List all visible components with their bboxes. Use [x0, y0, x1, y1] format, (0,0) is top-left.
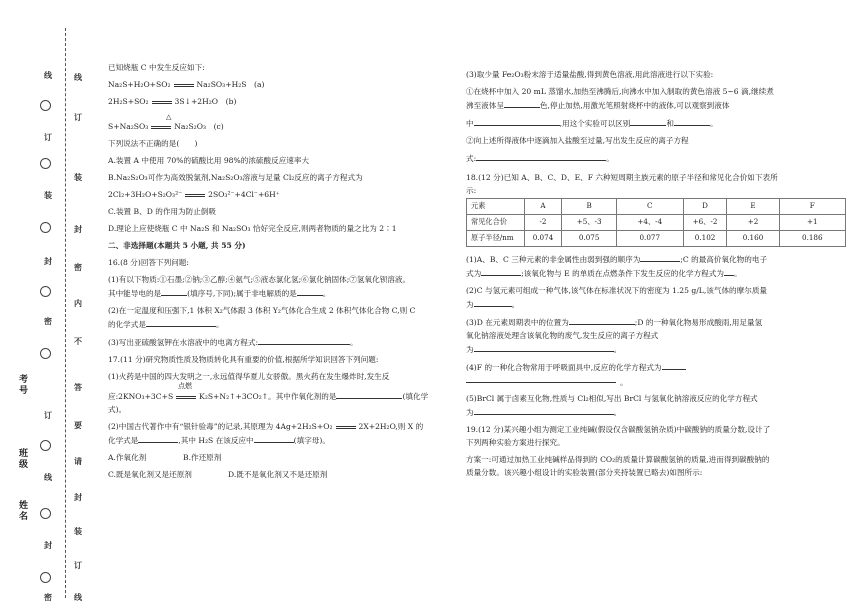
- binding-hole-icon: [40, 572, 51, 583]
- question-19: 19.(12 分)某兴趣小组为测定工业纯碱(假设仅含碳酸氢钠杂质)中碳酸钠的质量分数,设计了: [466, 425, 771, 434]
- q17-3-1c-and: 和: [666, 119, 674, 128]
- id-label: 考号: [17, 374, 27, 396]
- q17-condition: [108, 382, 453, 390]
- outer-char: 密: [44, 316, 52, 326]
- q18-part5b: [466, 406, 846, 418]
- answer-blank[interactable]: [474, 298, 512, 307]
- q16-1b-end: 。: [322, 289, 331, 298]
- intro-text: 已知烧瓶 C 中发生反应如下:: [108, 63, 205, 72]
- q18-part5: (5)BrCl 属于卤素互化物,性质与 Cl₂相似,写出 BrCl 与氢氧化钠溶液反应的化学方程式: [466, 394, 758, 403]
- q18-4-text: (4)F 的一种化合物常用于呼吸面具中,反应的化学方程式为: [466, 363, 662, 372]
- question-18: 18.(12 分)已知 A、B、C、D、E、F 六种短周期主族元素的原子半径和常见化合价如下表所: [466, 173, 778, 182]
- table-cell: 0.074: [524, 231, 562, 247]
- outer-char: 线: [44, 472, 52, 482]
- q18-1b-pre: 式为: [466, 269, 482, 278]
- q17-part1-end: 式)。: [108, 405, 127, 414]
- table-row: [467, 199, 846, 215]
- q18-3-end: ;D 的一种氧化物易形成酸雨,用足量氢: [634, 318, 763, 327]
- option-c: C.装置 B、D 的作用为防止倒吸: [108, 207, 216, 216]
- q17-3-2b-pre: 式:: [466, 154, 477, 163]
- q18-part1b: [466, 267, 846, 279]
- q16-part3: [108, 336, 453, 348]
- option-a: A.装置 A 中使用 70%的硫酸比用 98%的浓硫酸反应速率大: [108, 156, 310, 165]
- opt-b-eq-left: 2Cl₂+3H₂O+S₂O₃²⁻: [108, 190, 183, 199]
- q16-2b-pre: 的化学式是: [108, 320, 146, 329]
- equals-sign-icon: [185, 194, 205, 197]
- option-d: D.理论上应使烧瓶 C 中 Na₂S 和 Na₂SO₃ 恰好完全反应,则两者物质的量之比为 2∶1: [108, 224, 397, 233]
- equation-c: [108, 121, 453, 132]
- equation-b: [108, 96, 453, 107]
- opt-b-eq-right: 2SO₃²⁻+4Cl⁻+6H⁺: [208, 190, 280, 199]
- eq-c-right: Na₂S₂O₃ (c): [174, 122, 224, 131]
- q17-2b-mid: ,其中 H₂S 在该反应中: [178, 436, 254, 445]
- q18-1b-mid: ;该氧化物与 E 的单质在点燃条件下发生反应的化学方程式为: [521, 269, 724, 278]
- answer-blank[interactable]: [481, 267, 521, 276]
- binding-hole-icon: [40, 508, 51, 519]
- binding-hole-icon: [40, 100, 51, 111]
- table-row: [467, 215, 846, 231]
- equals-sign-icon: [151, 126, 171, 129]
- notice-char: 封: [74, 492, 82, 502]
- right-column: [466, 69, 846, 484]
- notice-char: 订: [74, 112, 82, 122]
- table-cell: 元素: [467, 199, 525, 215]
- eq-b-right: 3S↓+2H₂O (b): [174, 97, 237, 106]
- notice-char: 不: [74, 336, 82, 346]
- q17-2-right: 2X+2H₂O,则 X 的: [358, 422, 424, 431]
- q16-2b-end: 。: [215, 320, 224, 329]
- q16-part1-answer: [108, 287, 453, 299]
- q17-3-1c-pre: 中: [466, 119, 474, 128]
- q18-part2b: [466, 298, 846, 310]
- outer-char: 密: [44, 592, 52, 602]
- q17-eq-right: K₂S+N₂↑+3CO₂↑。其中作氧化剂的是: [199, 392, 337, 401]
- element-table: [466, 198, 846, 247]
- binding-hole-icon: [40, 440, 51, 451]
- table-cell: 0.077: [616, 231, 683, 247]
- section-heading: 二、非选择题(本题共 5 小题, 共 55 分): [108, 241, 246, 250]
- q18-1b-end: 。: [733, 269, 742, 278]
- binding-hole-icon: [40, 286, 51, 297]
- answer-blank[interactable]: [569, 316, 635, 325]
- q17-equation: [108, 390, 453, 402]
- answer-blank[interactable]: [146, 318, 216, 327]
- table-cell: 常见化合价: [467, 215, 525, 231]
- table-cell: F: [779, 199, 845, 215]
- seal-line: [65, 28, 66, 598]
- table-cell: B: [562, 199, 616, 215]
- outer-char: 封: [44, 256, 52, 266]
- q16-part2: (2)在一定温度和压强下,1 体积 X₂气体跟 3 体积 Y₂气体化合生成 2 体积气体化合物 C,则 C: [108, 306, 416, 315]
- notice-char: 密: [74, 262, 82, 272]
- table-cell: +4、-4: [616, 215, 683, 231]
- q17-part3-2: ②向上述所得液体中逐滴加入盐酸至过量,写出发生反应的离子方程: [466, 136, 689, 145]
- notice-char: 内: [74, 298, 82, 308]
- question-prompt: 下列说法不正确的是( ): [108, 139, 198, 148]
- answer-blank[interactable]: [504, 99, 540, 108]
- outer-char: 线: [44, 70, 52, 80]
- q17-eq-left: 应:2KNO₃+3C+S: [108, 392, 174, 401]
- outer-char: 订: [44, 132, 52, 142]
- q18-5b-end: 。: [613, 408, 622, 417]
- left-column: [108, 62, 453, 486]
- eq-a-right: Na₂SO₃+H₂S (a): [196, 80, 265, 89]
- eq-a-left: Na₂S+H₂O+SO₂: [108, 80, 171, 89]
- q17-part3: (3)取少量 Fe₂O₃粉末溶于适量盐酸,得到黄色溶液,用此溶液进行以下实验:: [466, 70, 714, 79]
- answer-blank[interactable]: [474, 117, 560, 126]
- q17-part3-1: ①在烧杯中加入 20 mL 蒸馏水,加热至沸腾后,向沸水中加入制取的黄色溶液 5~6 滴,继续煮: [466, 87, 774, 96]
- answer-blank[interactable]: [161, 287, 187, 296]
- binding-hole-icon: [40, 222, 51, 233]
- q18-part3b: 氧化钠溶液处理含该氧化物的废气,发生反应的离子方程式: [466, 331, 659, 340]
- binding-hole-icon: [40, 158, 51, 169]
- table-cell: 0.186: [779, 231, 845, 247]
- q19-plan1: 方案一:可通过加热工业纯碱样品得到的 CO₂的质量计算碳酸氢钠的质量,进而得到碳酸钠的: [466, 455, 770, 464]
- table-cell: A: [524, 199, 562, 215]
- q16-part2-answer: [108, 318, 453, 330]
- eq-b-left: 2H₂S+SO₂: [108, 97, 149, 106]
- q17-3-1b-end: 色,停止加热,用激光笔照射烧杯中的液体,可以观察到液体: [539, 101, 730, 110]
- question-17: 17.(11 分)研究物质性质及物质转化具有重要的价值,根据所学知识回答下列问题:: [108, 355, 379, 364]
- question-19-cont: 下列两种实验方案进行探究。: [466, 438, 565, 447]
- q16-part1: (1)有以下物质:①石墨;②钠;③乙醇;④氨气;⑤液态氯化氢;⑥氯化钠固体;⑦氢氧化钡溶液。: [108, 275, 411, 284]
- q16-1b-pre: 其中能导电的是: [108, 289, 162, 298]
- equals-sign-icon: [152, 101, 172, 104]
- q17-part3-1c: [466, 117, 846, 129]
- table-cell: +1: [779, 215, 845, 231]
- q17-option-d: D.既不是氧化剂又不是还原剂: [228, 470, 328, 479]
- q18-1-end: ;C 的最高价氧化物的电子: [680, 255, 768, 264]
- equation-c-condition: [108, 113, 453, 121]
- notice-char: 答: [74, 382, 82, 392]
- question-18-cont: 示:: [466, 186, 477, 195]
- notice-char: 装: [74, 526, 82, 536]
- q17-part3-1b: [466, 99, 846, 111]
- answer-blank[interactable]: [476, 152, 606, 161]
- answer-blank[interactable]: [674, 117, 710, 126]
- q18-1-pre: (1)A、B、C 三种元素的非金属性由弱到强的顺序为: [466, 255, 641, 264]
- binding-margin: [0, 0, 92, 608]
- table-cell: 0.102: [683, 231, 727, 247]
- q17-part2: [108, 421, 453, 432]
- q18-part2: (2)C 与氢元素可组成一种气体,该气体在标准状况下的密度为 1.25 g/L,该气体的摩尔质量: [466, 286, 768, 295]
- q18-part4: [466, 361, 846, 373]
- table-cell: E: [727, 199, 779, 215]
- q17-part3-2b: [466, 152, 846, 164]
- q16-3-end: 。: [350, 338, 358, 347]
- name-label: 姓名: [17, 500, 27, 522]
- answer-blank[interactable]: [630, 117, 666, 126]
- q17-options-row1: [108, 452, 453, 463]
- q17-2b-pre: 化学式是: [108, 436, 139, 445]
- notice-char: 要: [74, 420, 82, 430]
- table-cell: 0.160: [727, 231, 779, 247]
- q17-options-row2: [108, 469, 453, 480]
- table-cell: +5、-3: [562, 215, 616, 231]
- q17-2b-end: (填字母)。: [293, 436, 330, 445]
- table-cell: D: [683, 199, 727, 215]
- q17-3-1c-mid: ,用这个实验可以区别: [559, 119, 631, 128]
- table-cell: +6、-2: [683, 215, 727, 231]
- q18-3c-pre: 为: [466, 345, 474, 354]
- q17-3-1b-pre: 沸至液体呈: [466, 101, 504, 110]
- binding-hole-icon: [40, 348, 51, 359]
- equals-sign-icon: [336, 426, 356, 429]
- answer-blank[interactable]: [258, 336, 350, 345]
- notice-char: 请: [74, 456, 82, 466]
- equals-sign-icon: [174, 84, 194, 87]
- q18-part1: [466, 253, 846, 265]
- answer-blank[interactable]: [138, 434, 178, 443]
- q17-part1: (1)火药是中国的四大发明之一,永远值得华夏儿女骄傲。黑火药在发生爆炸时,发生反: [108, 372, 390, 381]
- q18-part3: [466, 316, 846, 328]
- q19-plan1-cont: 质量分数。该兴趣小组设计的实验装置(部分夹持装置已略去)如图所示:: [466, 468, 703, 477]
- class-label: 班级: [17, 448, 27, 470]
- table-cell: -2: [524, 215, 562, 231]
- q17-option-b: B.作还原剂: [183, 453, 222, 462]
- eq-c-left: S+Na₂SO₃: [108, 122, 149, 131]
- table-cell: 0.075: [562, 231, 616, 247]
- answer-blank[interactable]: [474, 406, 614, 415]
- notice-char: 线: [74, 592, 82, 602]
- heat-triangle-icon: △: [166, 113, 172, 121]
- q16-1b-mid: (填序号,下同);属于非电解质的是: [187, 289, 297, 298]
- q18-part4-line[interactable]: [466, 377, 628, 387]
- q18-5b-pre: 为: [466, 408, 474, 417]
- outer-char: 订: [44, 410, 52, 420]
- notice-char: 线: [74, 72, 82, 82]
- answer-blank[interactable]: [474, 343, 614, 352]
- q17-3-2b-end: 。: [606, 154, 614, 163]
- q17-option-c: C.既是氧化剂又是还原剂: [108, 470, 192, 479]
- answer-blank[interactable]: [297, 287, 323, 296]
- q17-option-a: A.作氧化剂: [108, 453, 147, 462]
- table-cell: +2: [727, 215, 779, 231]
- answer-blank[interactable]: [640, 253, 680, 262]
- q17-2-left: (2)中国古代著作中有“银针验毒”的记录,其原理为 4Ag+2H₂S+O₂: [108, 422, 333, 431]
- q18-part3c: [466, 343, 846, 355]
- q18-2b-pre: 为: [466, 300, 474, 309]
- answer-blank[interactable]: [254, 434, 294, 443]
- outer-char: 封: [44, 540, 52, 550]
- question-16: 16.(8 分)回答下列问题:: [108, 258, 189, 267]
- equation-a: [108, 79, 453, 90]
- option-b: B.Na₂S₂O₃可作为高效脱氯剂,Na₂S₂O₃溶液与足量 Cl₂反应的离子方程式为: [108, 173, 363, 182]
- q16-3-pre: (3)写出亚硫酸氢钾在水溶液中的电离方程式:: [108, 338, 259, 347]
- outer-char: 装: [44, 190, 52, 200]
- ignite-condition-label: 点燃: [178, 382, 192, 390]
- answer-blank[interactable]: [724, 267, 734, 276]
- table-cell: 原子半径/nm: [467, 231, 525, 247]
- equals-sign-icon: [176, 396, 196, 399]
- q18-3c-end: 。: [613, 345, 622, 354]
- notice-char: 装: [74, 172, 82, 182]
- q18-3-pre: (3)D 在元素周期表中的位置为: [466, 318, 569, 327]
- q18-2b-end: 。: [511, 300, 520, 309]
- answer-blank[interactable]: [336, 390, 402, 399]
- q17-3-1c-end: 。: [709, 119, 718, 128]
- q17-eq-end: (填化学: [402, 392, 429, 401]
- table-cell: C: [616, 199, 683, 215]
- answer-blank[interactable]: [662, 361, 686, 370]
- notice-char: 封: [74, 224, 82, 234]
- table-row: [467, 231, 846, 247]
- q17-part2-answer: [108, 434, 453, 446]
- q18-4b-end: 。: [620, 378, 628, 387]
- notice-char: 订: [74, 560, 82, 570]
- option-b-equation: [108, 189, 453, 200]
